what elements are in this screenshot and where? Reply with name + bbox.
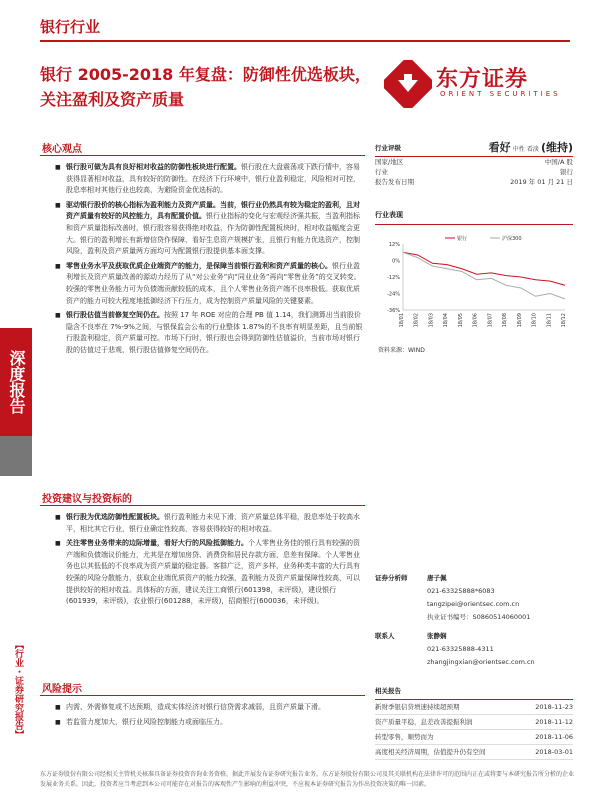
- logo-text-en: ORIENT SECURITIES: [440, 90, 561, 98]
- orient-logo-icon: [384, 60, 432, 108]
- related-item[interactable]: 新财季银信贷增速持续超预期 2018-11-23: [375, 700, 573, 715]
- core-views-heading: 核心观点: [42, 144, 82, 155]
- analyst-entry: 联系人 张静娴 021-63325888-4311 zhangjingxian@orientsec.com.cn: [375, 632, 535, 666]
- list-item: ■ 银行股可做为具有良好相对收益的防御性板块进行配置。银行股在大盘震荡或下跌行情中，容易获得显著相对收益，具有较好的防御性。在经济下行环境中，银行业盈利稳定，风险相对可控，股息率相对其他行业也较高，为避险资金优选标的。: [58, 162, 363, 197]
- x-tick-label: 18/01: [399, 313, 405, 328]
- x-tick-label: 18/12: [561, 313, 567, 328]
- related-reports: [375, 686, 573, 760]
- x-tick-label: 18/11: [546, 313, 553, 328]
- list-item: ■ 驱动银行股价的核心指标为盈利能力及资产质量。当前，银行业仍然具有较为稳定的盈利，且对资产质量有较好的风控能力，具有配置价值。银行业指标的变化与宏观经济强共振，当盈利指标和资产质量指标改善时，银行股容易获得绝对收益，作为防御性配置板块时，相对收益幅度会更大。银行的盈利增长有新增信贷作保障，看好生息资产规模扩张，且银行有能力优选资产，控制风险，盈利及资产质量两方面均可为配置银行股提供基本面支撑。: [58, 200, 363, 258]
- x-tick-label: 18/04: [443, 313, 450, 328]
- rating-watch: 看淡: [526, 146, 539, 153]
- y-tick-label: -12%: [387, 275, 400, 281]
- x-tick-label: 18/08: [502, 313, 509, 328]
- investment-heading: 投资建议与投资标的: [42, 494, 132, 505]
- related-heading: 相关报告: [375, 686, 573, 700]
- list-item: ■ 银行股为优选防御性配置板块。银行盈利能力未见下滑，资产质量总体平稳，股息率处于较高水平，相比其它行业，银行业确定性较高，容易获得较好的相对收益。: [58, 512, 363, 535]
- list-item: ■ 关注零售业务带来的边际增量，看好大行的风险抵御能力。个人零售业务佳的银行具有较强的资产端和负债端议价能力，尤其是在增加房贷、消费贷和居民存款方面，息差有保障。个人零售业务也以其低低的不良率成为资产质量的稳定器。客群广泛，资产多样，业务种类丰富的大行具有较强的风险分散能力，获取企业端优质资产的能力较强，盈利能力及资产质量保障性较高，可以提供较好的相对收益。具体标的方面，建议关注工商银行(601398，未评级)，建设银行(601939，未评级)，农业银行(601288，未评级)，招商银行(600036，未评级)。: [58, 538, 363, 608]
- x-tick-label: 18/02: [413, 313, 420, 328]
- series-line-1: [403, 252, 565, 299]
- related-item[interactable]: 资产质量平稳，息差改善提振利润 2018-11-12: [375, 715, 573, 730]
- y-tick-label: -36%: [387, 308, 400, 314]
- y-tick-label: -24%: [387, 291, 400, 298]
- risk-heading: 风险提示: [42, 684, 82, 695]
- rating-mid: 中性: [512, 146, 525, 153]
- header-divider: [40, 40, 570, 42]
- list-item: ■ 若监管力度加大，银行业风险控制能力或面临压力。: [58, 717, 363, 729]
- y-tick-label: 12%: [388, 242, 400, 248]
- industry-side-label: 【行业・证券研究报告】: [13, 640, 23, 739]
- analyst-entry: 证券分析师 唐子佩 021-63325888*6083 tangzipei@orientsec.com.cn 执业证书编号：S0860514060001: [375, 574, 531, 621]
- rating-label: 行业评级: [375, 144, 401, 152]
- x-tick-label: 18/05: [457, 313, 464, 328]
- risk-list: [58, 702, 363, 731]
- logo-text-cn: 东方证券: [436, 67, 529, 92]
- investment-divider: [40, 505, 365, 506]
- related-item[interactable]: 高度相关经济周期，估值提升仍有空间 2018-03-01: [375, 745, 573, 760]
- sector-label: 银行行业: [40, 18, 101, 36]
- legend-label: 银行: [457, 236, 468, 242]
- rating-value: 看好: [488, 141, 511, 154]
- core-views-divider: [40, 155, 365, 156]
- rating-row: [375, 140, 573, 157]
- x-tick-label: 18/03: [428, 313, 435, 328]
- report-type-tag: 深度报告: [0, 328, 32, 436]
- analyst-block: [375, 572, 573, 669]
- legend-label: 沪深300: [502, 236, 522, 242]
- x-tick-label: 18/06: [472, 313, 479, 328]
- info-row: 国家/地区 中国/A 股: [375, 158, 573, 166]
- list-item: ■ 内需、外需修复或不达预期，造成实体经济对银行信贷需求减弱，且资产质量下滑。: [58, 702, 363, 714]
- industry-performance-chart: [375, 232, 573, 342]
- core-views-list: [58, 162, 363, 360]
- risk-divider: [40, 695, 365, 696]
- y-tick-label: 0%: [392, 258, 400, 265]
- investment-list: [58, 512, 363, 611]
- x-tick-label: 18/09: [516, 313, 523, 328]
- sidebar-gray-block: [0, 436, 32, 476]
- info-row: 行业 银行: [375, 168, 573, 176]
- chart-title: 行业表现: [375, 210, 573, 225]
- series-line-0: [403, 252, 565, 285]
- related-item[interactable]: 转型零售，顺势而为 2018-11-06: [375, 730, 573, 745]
- chart-source: 资料来源：WIND: [378, 347, 425, 354]
- info-row: 报告发布日期 2019 年 01 月 21 日: [375, 178, 573, 186]
- footer-disclaimer: 东方证券股份有限公司经相关主管机关核准具备证券投资咨询业务资格，据此开展发布证券研究报告业务。东方证券股份有限公司及其关联机构在法律许可的范围内正在或将要与本研究报告所分析的企业发展业务关系。因此，投资者应当考虑到本公司可能存在对报告的客观性产生影响的利益冲突，不应视本证券研究报告为作出投资决策的唯一因素。: [40, 771, 575, 788]
- x-tick-label: 18/07: [487, 313, 494, 328]
- x-tick-label: 18/10: [531, 313, 538, 328]
- rating-keep: (维持): [540, 141, 573, 154]
- list-item: ■ 银行股估值当前修复空间仍在。按照 17 年 ROE 对应的合理 PB 值 1.14，我们测算出当前股价隐含不良率在 7%-9%之间，与银保监会公布的行业整体 1.87%的不良率有明显差距，且当前银行股盈利稳定，资产质量可控。市场下行时，银行股也会得到防御性估值溢价，当前市场对银行股的估值过于悲观，银行股估值修复空间仍在。: [58, 310, 363, 356]
- list-item: ■ 零售业务水平及获取优质企业端资产的能力，是保障当前银行盈利和资产质量的核心。银行业盈利增长及资产质量改善的源动力经历了从“对公业务”向“同业业务”再向“零售业务”的交叉转变。较强的零售业务能力可为负债端贡献较低的成本，且个人零售业务资产端不良率极低。获取优质资产的能力可较大程度地抵御经济下行压力，成为控制资产质量风险的关键要素。: [58, 261, 363, 307]
- report-title: 银行 2005-2018 年复盘：防御性优选板块，关注盈利及资产质量: [40, 65, 371, 109]
- rating-table: [375, 140, 573, 187]
